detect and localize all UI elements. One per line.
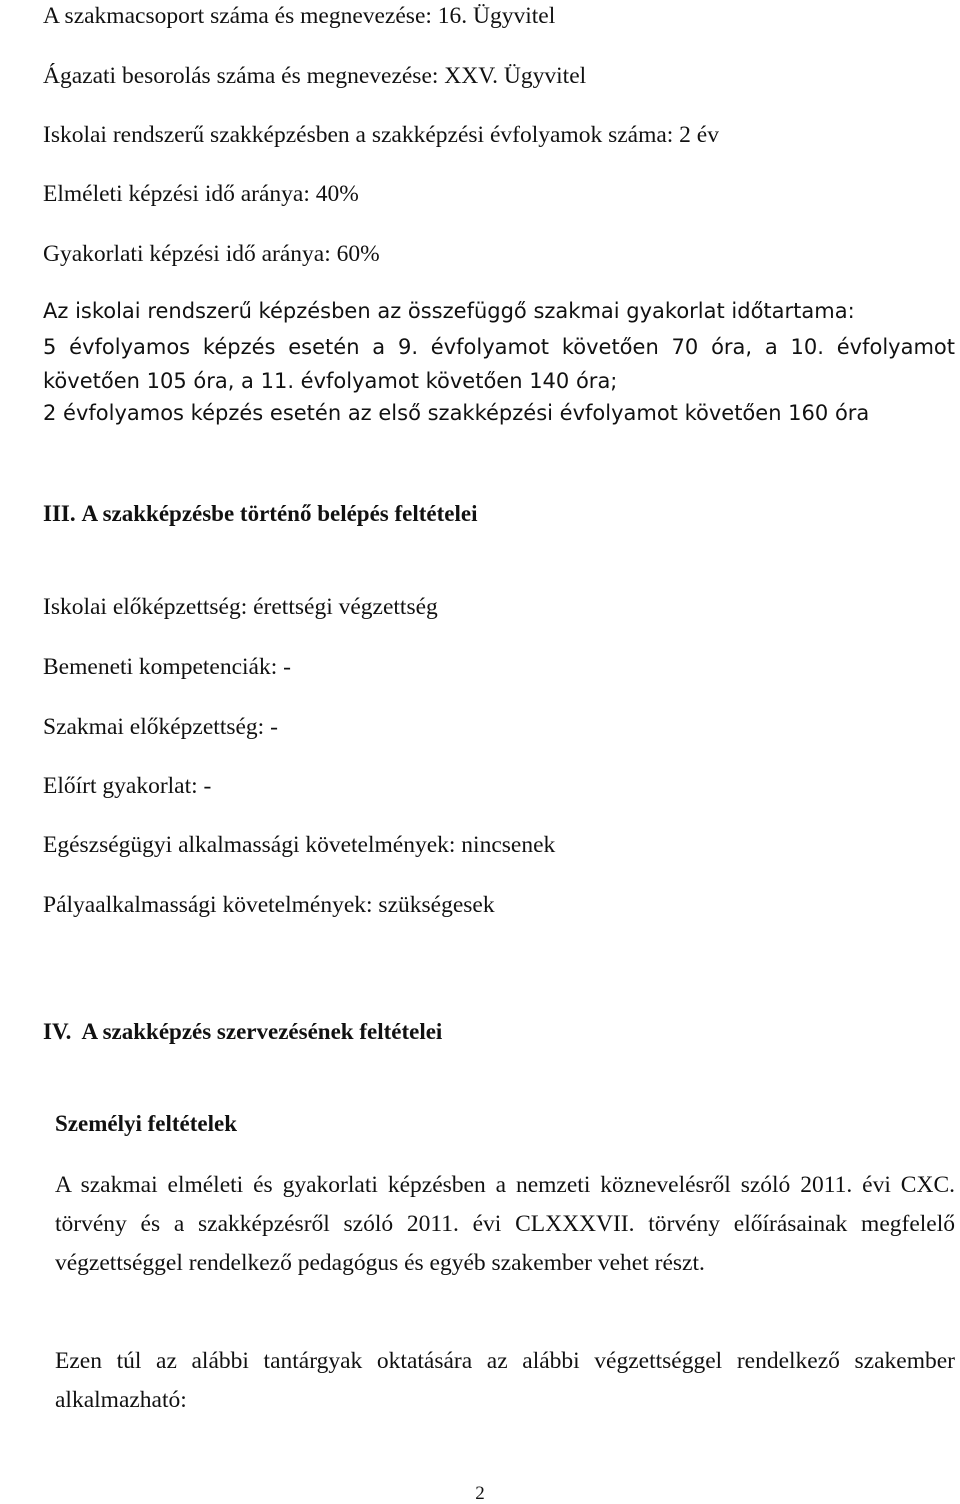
requirement-item: Egészségügyi alkalmassági követelmények: nincsenek	[43, 832, 556, 858]
practice-ratio-line: Gyakorlati képzési idő aránya: 60%	[43, 241, 380, 267]
requirement-item: Bemeneti kompetenciák: -	[43, 654, 291, 680]
practice-duration-line-4: 2 évfolyamos képzés esetén az első szakképzési évfolyamot követően 160 óra	[43, 401, 870, 425]
practice-duration-line-2: 5 évfolyamos képzés esetén a 9. évfolyamot követően 70 óra, a 10. évfolyamot	[43, 335, 955, 359]
requirement-item: Szakmai előképzettség: -	[43, 714, 278, 740]
school-years-line: Iskolai rendszerű szakképzésben a szakképzési évfolyamok száma: 2 év	[43, 122, 719, 148]
theory-ratio-line: Elméleti képzési idő aránya: 40%	[43, 181, 359, 207]
practice-duration-line-3: követően 105 óra, a 11. évfolyamot követően 140 óra;	[43, 369, 618, 393]
profession-group-line: A szakmacsoport száma és megnevezése: 16. Ügyvitel	[43, 3, 556, 29]
section-title: A szakképzés szervezésének feltételei	[81, 1019, 443, 1044]
sector-classification-line: Ágazati besorolás száma és megnevezése: XXV. Ügyvitel	[43, 63, 587, 89]
page-number: 2	[475, 1483, 485, 1504]
requirement-item: Előírt gyakorlat: -	[43, 773, 212, 799]
section-heading-iii	[43, 502, 478, 525]
staff-requirements-paragraph: A szakmai elméleti és gyakorlati képzésben a nemzeti köznevelésről szóló 2011. évi CXC. törvény és a szakképzésről szóló 2011. évi CLXXXVII. törvény előírásainak megfelelő végzettséggel rendelkező pedagógus és egyéb szakember vehet részt.	[55, 1172, 955, 1276]
subsection-title: Személyi feltételek	[55, 1111, 237, 1136]
additional-staff-paragraph: Ezen túl az alábbi tantárgyak oktatására az alábbi végzettséggel rendelkező szakember alkalmazható:	[55, 1348, 955, 1413]
practice-duration-line-1: Az iskolai rendszerű képzésben az összefüggő szakmai gyakorlat időtartama:	[43, 299, 855, 323]
section-heading-iv	[43, 1020, 442, 1043]
section-title: A szakképzésbe történő belépés feltételei	[81, 501, 478, 526]
requirement-item: Iskolai előképzettség: érettségi végzettség	[43, 594, 438, 620]
section-number: IV.	[43, 1019, 72, 1044]
requirement-item: Pályaalkalmassági követelmények: szükségesek	[43, 892, 495, 918]
section-number: III.	[43, 501, 76, 526]
